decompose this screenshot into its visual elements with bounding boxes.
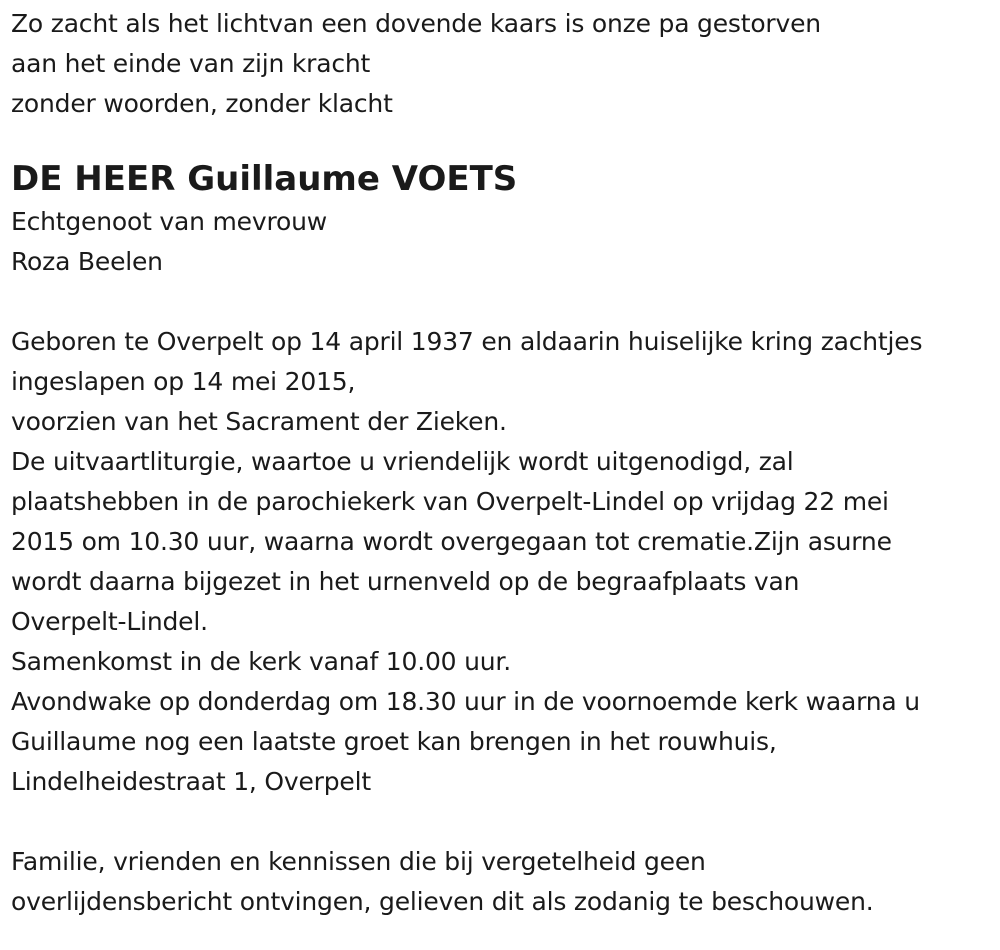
body-line: plaatshebben in de parochiekerk van Overpelt-Lindel op vrijdag 22 mei <box>11 487 889 516</box>
deceased-name: DE HEER Guillaume VOETS <box>11 159 518 199</box>
body-line: ingeslapen op 14 mei 2015, <box>11 367 356 396</box>
body-line: De uitvaartliturgie, waartoe u vriendelijk wordt uitgenodigd, zal <box>11 447 794 476</box>
closing-line: Familie, vrienden en kennissen die bij vergetelheid geen <box>11 847 706 876</box>
death-notice <box>11 4 996 922</box>
body-line: Geboren te Overpelt op 14 april 1937 en aldaarin huiselijke kring zachtjes <box>11 327 923 356</box>
body-line: 2015 om 10.30 uur, waarna wordt overgegaan tot crematie.Zijn asurne <box>11 527 892 556</box>
closing-note <box>11 842 996 922</box>
poem <box>11 4 996 124</box>
notice-body <box>11 322 996 802</box>
spacer <box>11 282 996 322</box>
closing-line: overlijdensbericht ontvingen, gelieven dit als zodanig te beschouwen. <box>11 887 874 916</box>
spouse-line: Echtgenoot van mevrouw <box>11 207 327 236</box>
body-line: Samenkomst in de kerk vanaf 10.00 uur. <box>11 647 511 676</box>
body-line: Overpelt-Lindel. <box>11 607 208 636</box>
poem-line: Zo zacht als het lichtvan een dovende kaars is onze pa gestorven <box>11 9 821 38</box>
poem-line: aan het einde van zijn kracht <box>11 49 371 78</box>
body-line: wordt daarna bijgezet in het urnenveld op de begraafplaats van <box>11 567 800 596</box>
body-line: Lindelheidestraat 1, Overpelt <box>11 767 371 796</box>
body-line: Avondwake op donderdag om 18.30 uur in de voornoemde kerk waarna u <box>11 687 920 716</box>
spacer <box>11 802 996 842</box>
body-line: voorzien van het Sacrament der Zieken. <box>11 407 507 436</box>
body-line: Guillaume nog een laatste groet kan brengen in het rouwhuis, <box>11 727 777 756</box>
spouse-info <box>11 202 996 282</box>
spouse-line: Roza Beelen <box>11 247 163 276</box>
poem-line: zonder woorden, zonder klacht <box>11 89 393 118</box>
